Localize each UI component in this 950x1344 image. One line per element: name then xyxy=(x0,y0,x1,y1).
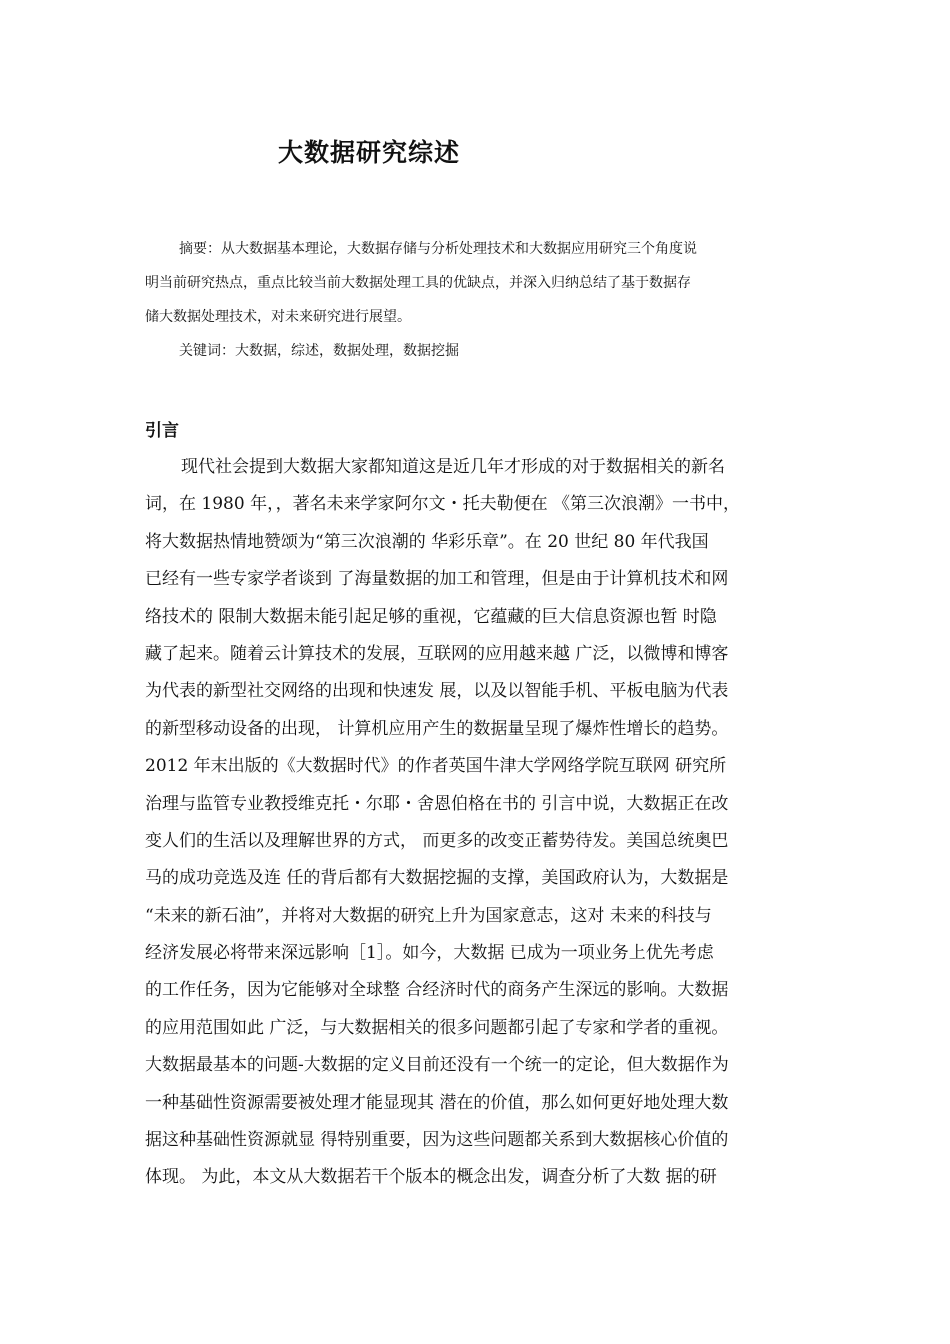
paper-title: 大数据研究综述 xyxy=(278,138,461,167)
body-line: 马的成功竞选及连 任的背后都有大数据挖掘的支撑，美国政府认为，大数据是 xyxy=(145,868,729,889)
abstract-block xyxy=(145,232,815,368)
body-line: 体现。 为此，本文从大数据若干个版本的概念出发，调查分析了大数 据的研 xyxy=(145,1167,717,1188)
abstract-line: 明当前研究热点，重点比较当前大数据处理工具的优缺点，并深入归纳总结了基于数据存 xyxy=(145,275,691,291)
section-heading: 引言 xyxy=(145,421,179,441)
keywords-line: 关键词：大数据，综述，数据处理，数据挖掘 xyxy=(179,343,459,359)
body-line: 的应用范围如此 广泛，与大数据相关的很多问题都引起了专家和学者的重视。 xyxy=(145,1017,729,1038)
body-line: “未来的新石油”，并将对大数据的研究上升为国家意志，这对 未来的科技与 xyxy=(145,905,712,926)
body-line: 一种基础性资源需要被处理才能显现其 潜在的价值，那么如何更好地处理大数 xyxy=(145,1092,729,1113)
body-line: 的新型移动设备的出现， 计算机应用产生的数据量呈现了爆炸性增长的趋势。 xyxy=(145,718,729,739)
body-line: 将大数据热情地赞颂为“第三次浪潮的 华彩乐章”。在 20 世纪 80 年代我国 xyxy=(145,531,709,552)
body-text xyxy=(145,449,815,1197)
abstract-line: 储大数据处理技术，对未来研究进行展望。 xyxy=(145,309,411,325)
body-line: 现代社会提到大数据大家都知道这是近几年才形成的对于数据相关的新名 xyxy=(181,457,725,477)
body-line: 据这种基础性资源就显 得特别重要，因为这些问题都关系到大数据核心价值的 xyxy=(145,1130,729,1151)
body-line: 的工作任务，因为它能够对全球整 合经济时代的商务产生深远的影响。大数据 xyxy=(145,980,729,1001)
body-line: 为代表的新型社交网络的出现和快速发 展，以及以智能手机、平板电脑为代表 xyxy=(145,681,729,702)
body-line: 经济发展必将带来深远影响［1］。如今，大数据 已成为一项业务上优先考虑 xyxy=(145,943,714,964)
body-line: 大数据最基本的问题-大数据的定义目前还没有一个统一的定论，但大数据作为 xyxy=(145,1055,729,1076)
body-line: 已经有一些专家学者谈到 了海量数据的加工和管理，但是由于计算机技术和网 xyxy=(145,569,729,590)
body-line: 变人们的生活以及理解世界的方式， 而更多的改变正蓄势待发。美国总统奥巴 xyxy=(145,830,729,851)
body-line: 藏了起来。随着云计算技术的发展，互联网的应用越来越 广泛，以微博和博客 xyxy=(145,643,729,664)
abstract-line: 摘要：从大数据基本理论，大数据存储与分析处理技术和大数据应用研究三个角度说 xyxy=(179,241,697,257)
body-line: 络技术的 限制大数据未能引起足够的重视，它蕴藏的巨大信息资源也暂 时隐 xyxy=(145,606,717,627)
body-line: 2012 年末出版的《大数据时代》的作者英国牛津大学网络学院互联网 研究所 xyxy=(145,756,727,777)
body-line: 词，在 1980 年，，著名未来学家阿尔文・托夫勒便在 《第三次浪潮》一书中， xyxy=(145,494,740,515)
body-line: 治理与监管专业教授维克托・尔耶・舍恩伯格在书的 引言中说，大数据正在改 xyxy=(145,793,729,814)
